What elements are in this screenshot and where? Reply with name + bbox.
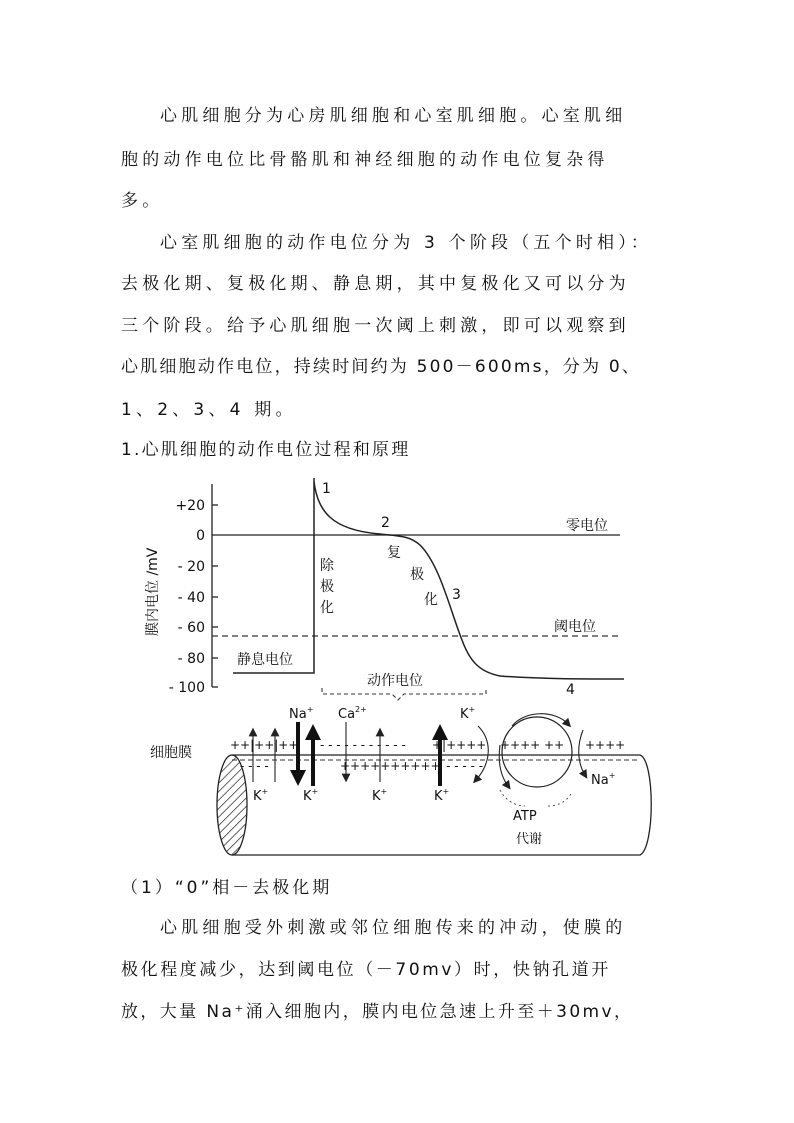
y-tick-label-minus40: - 40 bbox=[177, 590, 205, 606]
paragraph-1-line-2: 胞的动作电位比骨骼肌和神经细胞的动作电位复杂得 bbox=[121, 150, 609, 170]
bottom-charges-2: ++++++++++ bbox=[340, 759, 441, 773]
top-charges-5: ++++ bbox=[585, 738, 626, 752]
repolarization-char-1: 复 bbox=[387, 545, 401, 561]
pump-arrow-right bbox=[579, 730, 585, 775]
y-tick-marks bbox=[212, 505, 218, 687]
na-label-top: Na+ bbox=[289, 705, 314, 722]
metabolism-label: 代谢 bbox=[516, 832, 543, 847]
k-top-charge: + bbox=[468, 705, 476, 714]
y-tick-label-minus80: - 80 bbox=[177, 651, 205, 667]
ca-label: $Ca^{2+}$ bbox=[338, 705, 367, 722]
resting-potential-trace bbox=[233, 478, 314, 673]
paragraph-3-line-2: 极化程度减少，达到阈电位（－70mv）时，快钠孔道开 bbox=[121, 960, 611, 980]
phase-3-label: 3 bbox=[452, 587, 461, 603]
zero-potential-label: 零电位 bbox=[566, 518, 608, 534]
subheading-phase-0: （1）“0”相－去极化期 bbox=[121, 878, 333, 898]
k-label-2: K+ bbox=[303, 787, 319, 804]
paragraph-1-line-1: 心肌细胞分为心房肌细胞和心室肌细胞。心室肌细 bbox=[160, 106, 627, 126]
paragraph-2-line-1: 心室肌细胞的动作电位分为 3 个阶段（五个时相）： bbox=[160, 233, 653, 253]
bottom-charges-3: - - - - - - bbox=[438, 759, 484, 773]
metabolism-dotted-arc bbox=[500, 790, 572, 806]
atp-label: ATP bbox=[513, 809, 537, 824]
na-label-right: Na+ bbox=[591, 771, 616, 788]
phase-4-label: 4 bbox=[566, 682, 575, 698]
k-label-1: K+ bbox=[253, 787, 269, 804]
threshold-potential-label: 阈电位 bbox=[554, 619, 596, 635]
k-charge-2: + bbox=[311, 787, 319, 796]
na-top-charge: + bbox=[306, 705, 314, 714]
k-charge-3: + bbox=[380, 787, 388, 796]
na-right-charge: + bbox=[608, 771, 616, 780]
k-label-3: K+ bbox=[372, 787, 388, 804]
paragraph-1-line-3: 多。 bbox=[121, 191, 164, 211]
paragraph-2-line-2: 去极化期、复极化期、静息期，其中复极化又可以分为 bbox=[121, 274, 630, 294]
repolarization-char-2: 极 bbox=[410, 567, 424, 583]
section-heading: 1.心肌细胞的动作电位过程和原理 bbox=[121, 440, 411, 460]
y-tick-label-minus20: - 20 bbox=[177, 559, 205, 575]
bottom-charges-1: - - - - bbox=[240, 759, 269, 773]
y-tick-label-minus60: - 60 bbox=[177, 620, 205, 636]
y-tick-label-minus100: - 100 bbox=[168, 680, 205, 696]
k-charge-4: + bbox=[442, 787, 450, 796]
y-tick-label-plus20: +20 bbox=[175, 498, 205, 514]
y-axis-label: 膜内电位 /mV bbox=[145, 547, 161, 636]
na-k-pump-circle bbox=[502, 717, 572, 787]
top-charges-2: - - - - - - - - - - - bbox=[320, 738, 406, 752]
action-potential-curve bbox=[314, 482, 624, 679]
resting-potential-label: 静息电位 bbox=[237, 652, 293, 668]
repolarization-char-3: 化 bbox=[424, 592, 438, 608]
top-charges-4: ++++ ++ bbox=[500, 738, 565, 752]
paragraph-2-line-5: 1、2、3、4 期。 bbox=[121, 400, 297, 420]
k-label-4: K+ bbox=[434, 787, 450, 804]
action-potential-brace bbox=[322, 688, 486, 700]
paragraph-2-line-4: 心肌细胞动作电位，持续时间约为 500－600ms，分为 0、 bbox=[121, 357, 642, 377]
k-label-top: K+ bbox=[460, 705, 476, 722]
depolarization-char-2: 极 bbox=[320, 579, 334, 595]
depolarization-char-3: 化 bbox=[320, 600, 334, 616]
ion-flow-thin-arrows bbox=[253, 722, 380, 782]
pump-arrow-top bbox=[512, 714, 568, 726]
top-charges-3: +|++++ bbox=[432, 738, 487, 752]
membrane-label: 细胞膜 bbox=[150, 745, 192, 761]
paragraph-3-line-3: 放，大量 Na⁺涌入细胞内，膜内电位急速上升至＋30mv， bbox=[121, 1002, 634, 1022]
paragraph-2-line-3: 三个阶段。给予心肌细胞一次阈上刺激，即可以观察到 bbox=[121, 316, 630, 336]
action-potential-label: 动作电位 bbox=[367, 673, 423, 689]
phase-2-label: 2 bbox=[381, 515, 390, 531]
depolarization-char-1: 除 bbox=[320, 558, 334, 574]
k-charge-1: + bbox=[261, 787, 269, 796]
ca-charge: 2+ bbox=[355, 705, 367, 714]
y-tick-label-0: 0 bbox=[196, 528, 205, 544]
top-charges-1: ++|++|++ bbox=[230, 738, 299, 752]
paragraph-3-line-1: 心肌细胞受外刺激或邻位细胞传来的冲动，使膜的 bbox=[160, 918, 627, 938]
phase-1-label: 1 bbox=[322, 481, 331, 497]
ion-flow-thick-arrows bbox=[298, 722, 440, 786]
